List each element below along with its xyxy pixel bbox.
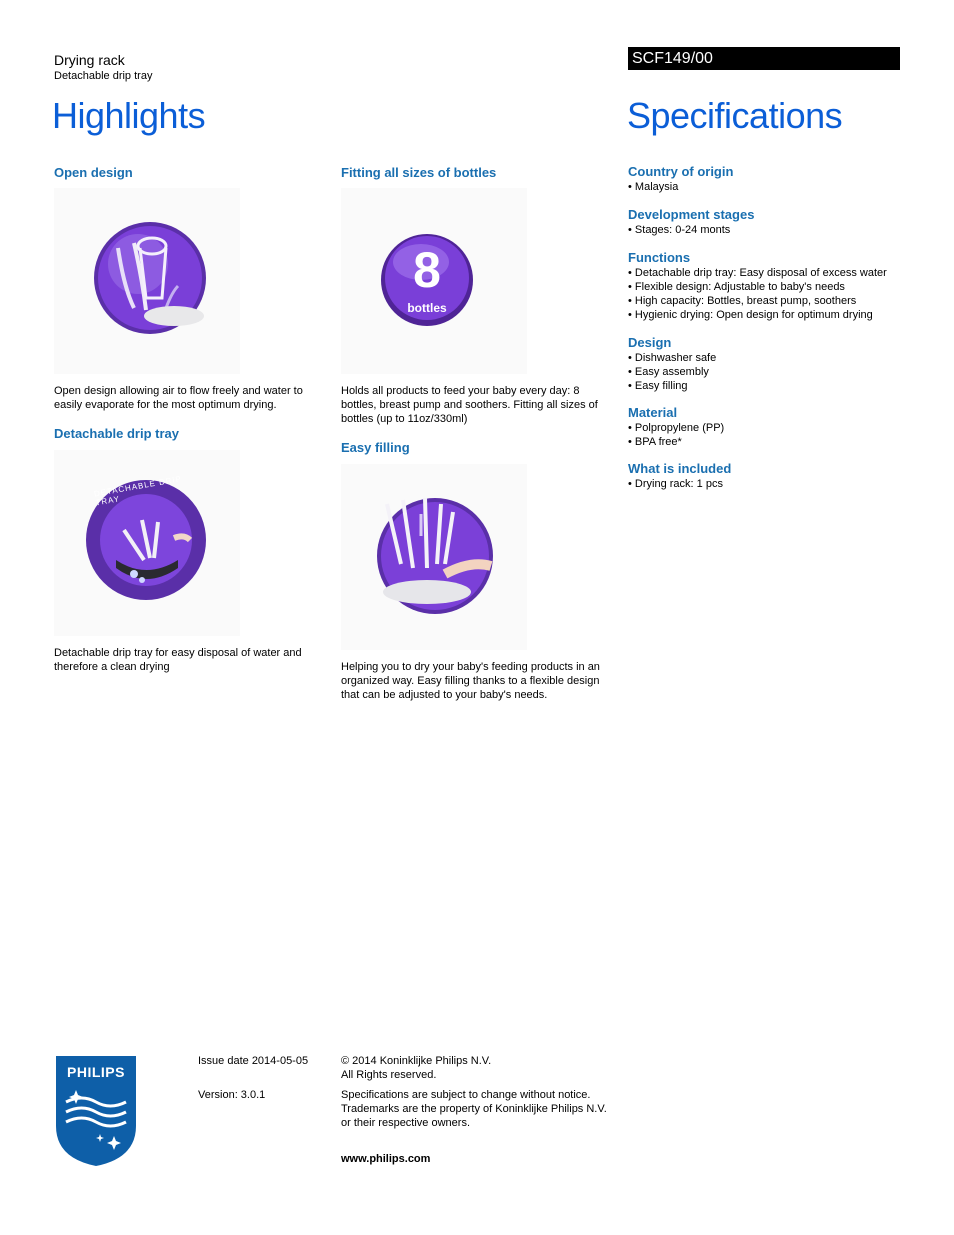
spec-item: • Hygienic drying: Open design for optimum drying — [628, 308, 928, 322]
spec-item: • Malaysia — [628, 180, 928, 194]
copyright: © 2014 Koninklijke Philips N.V. — [341, 1055, 492, 1067]
spec-item: • Easy assembly — [628, 365, 928, 379]
easy-filling-text: Helping you to dry your baby's feeding products in an organized way. Easy filling thanks to a flexible design that can be adjusted to your baby's needs. — [341, 661, 600, 701]
spec-item: • Drying rack: 1 pcs — [628, 477, 928, 491]
spec-included-list — [628, 477, 928, 491]
open-design-text: Open design allowing air to flow freely and water to easily evaporate for the most optimum drying. — [54, 385, 303, 411]
drip-tray-text: Detachable drip tray for easy disposal of water and therefore a clean drying — [54, 647, 302, 673]
spec-item: • High capacity: Bottles, breast pump, soothers — [628, 294, 928, 308]
spec-functions-list — [628, 266, 928, 322]
specifications-panel — [628, 164, 928, 491]
open-design-heading: Open design — [54, 165, 133, 180]
spec-item: • BPA free* — [628, 435, 928, 449]
spec-design-heading: Design — [628, 335, 672, 350]
spec-item: • Easy filling — [628, 379, 928, 393]
drip-tray-image — [54, 450, 240, 636]
spec-functions-heading: Functions — [628, 250, 691, 265]
model-number-bar: SCF149/00 — [628, 47, 900, 70]
philips-logo-text: PHILIPS — [67, 1064, 125, 1080]
issue-date: Issue date 2014-05-05 — [198, 1055, 309, 1067]
spec-included-heading: What is included — [628, 461, 732, 476]
spec-material-list — [628, 421, 928, 449]
bottles-badge-number: 8 — [413, 242, 441, 298]
drip-tray-badge: DETACHABLE DRIP TRAY — [93, 474, 183, 508]
product-name: Drying rack — [54, 52, 125, 68]
spec-material-heading: Material — [628, 405, 678, 420]
bottles-badge-word: bottles — [407, 301, 447, 315]
easy-filling-heading: Easy filling — [341, 440, 410, 455]
open-design-image — [54, 188, 240, 374]
disclaimer-line-2: Trademarks are the property of Koninklijke Philips N.V. — [341, 1103, 607, 1115]
specifications-title: Specifications — [627, 95, 843, 136]
spec-item: • Stages: 0-24 monts — [628, 223, 928, 237]
spec-country-heading: Country of origin — [628, 164, 734, 179]
easy-filling-image — [341, 464, 527, 650]
spec-development-heading: Development stages — [628, 207, 755, 222]
disclaimer-line-3: or their respective owners. — [341, 1117, 470, 1129]
drip-tray-heading: Detachable drip tray — [54, 426, 179, 441]
fitting-bottles-image — [341, 188, 527, 374]
fitting-bottles-heading: Fitting all sizes of bottles — [341, 165, 497, 180]
version: Version: 3.0.1 — [198, 1089, 266, 1101]
spec-item: • Flexible design: Adjustable to baby's needs — [628, 280, 928, 294]
website-link[interactable]: www.philips.com — [341, 1153, 431, 1165]
spec-item: • Detachable drip tray: Easy disposal of excess water — [628, 266, 928, 280]
fitting-bottles-text: Holds all products to feed your baby every day: 8 bottles, breast pump and soothers. Fitting all sizes of bottles (up to 11oz/330ml) — [341, 385, 598, 425]
spec-design-list — [628, 351, 928, 393]
rights-reserved: All Rights reserved. — [341, 1069, 437, 1081]
disclaimer-line-1: Specifications are subject to change without notice. — [341, 1089, 591, 1101]
philips-shield-logo — [54, 1054, 138, 1168]
highlights-title: Highlights — [52, 95, 206, 136]
spec-item: • Polpropylene (PP) — [628, 421, 928, 435]
spec-item: • Dishwasher safe — [628, 351, 928, 365]
product-subtitle: Detachable drip tray — [54, 70, 153, 82]
spec-development-list — [628, 223, 928, 237]
spec-country-list — [628, 180, 928, 194]
